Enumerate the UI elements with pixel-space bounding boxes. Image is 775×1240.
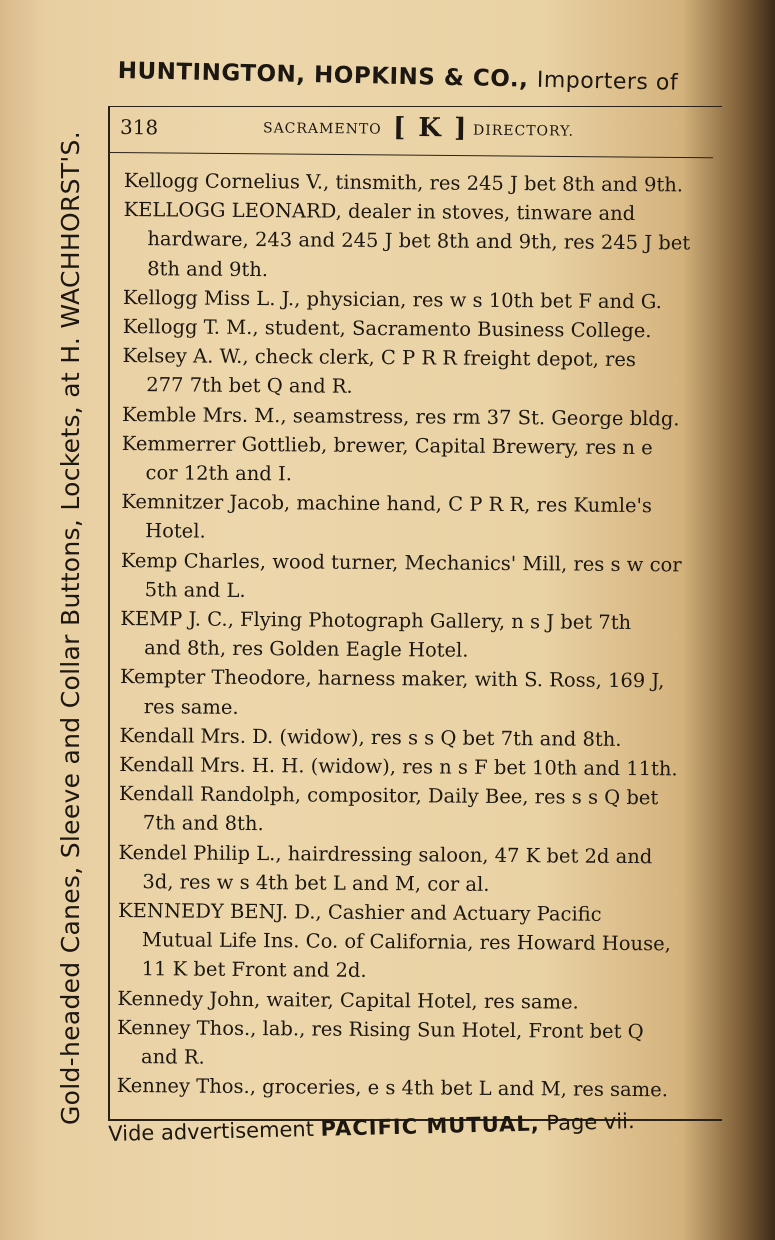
header-title: HUNTINGTON, HOPKINS & CO., bbox=[117, 58, 529, 93]
entry-continuation-line: Hotel. bbox=[145, 519, 206, 544]
header-title-suffix: Importers of bbox=[536, 67, 679, 96]
footer-prefix: Vide advertisement bbox=[108, 1116, 315, 1146]
directory-entry bbox=[124, 166, 712, 200]
directory-entry bbox=[123, 195, 712, 287]
directory-entry bbox=[118, 838, 706, 901]
entry-continuation-line: 8th and 9th. bbox=[147, 256, 269, 281]
entry-line: KENNEDY BENJ. D., Cashier and Actuary Pacific bbox=[118, 899, 602, 926]
directory-entries bbox=[117, 166, 712, 1121]
directory-entry bbox=[120, 604, 708, 667]
entry-line: Kendall Randolph, compositor, Daily Bee, res s s Q bet bbox=[118, 782, 659, 810]
directory-entry bbox=[123, 283, 711, 317]
directory-entry bbox=[119, 750, 707, 784]
entry-continuation-line: and R. bbox=[140, 1045, 205, 1069]
page-number: 318 bbox=[119, 114, 159, 140]
directory-entry bbox=[122, 341, 710, 404]
entry-line: Kellogg T. M., student, Sacramento Business College. bbox=[122, 315, 652, 343]
directory-entry bbox=[117, 1013, 705, 1076]
directory-entry bbox=[123, 312, 711, 346]
directory-entry bbox=[121, 546, 709, 609]
side-advertisement: Gold-headed Canes, Sleeve and Collar Buttons, Lockets, at H. WACHHORST'S. bbox=[56, 131, 85, 1125]
entry-line: Kemnitzer Jacob, machine hand, C P R R, res Kumle's bbox=[121, 490, 653, 518]
entry-line: Kendel Philip L., hairdressing saloon, 47 K bet 2d and bbox=[118, 840, 653, 868]
entry-continuation-line: hardware, 243 and 245 J bet 8th and 9th, res 245 J bet bbox=[147, 227, 691, 255]
entry-line: Kendall Mrs. D. (widow), res s s Q bet 7th and 8th. bbox=[119, 723, 622, 751]
directory-entry bbox=[121, 487, 709, 550]
entry-line: Kemble Mrs. M., seamstress, res rm 37 St. George bldg. bbox=[121, 402, 680, 430]
directory-entry bbox=[117, 984, 705, 1018]
running-head-directory: DIRECTORY. bbox=[472, 122, 575, 140]
entry-line: Kellogg Cornelius V., tinsmith, res 245 J bet 8th and 9th. bbox=[123, 168, 684, 197]
entry-continuation-line: 5th and L. bbox=[144, 578, 246, 602]
running-head bbox=[118, 109, 708, 153]
entry-line: Kelsey A. W., check clerk, C P R R freight depot, res bbox=[122, 344, 637, 372]
entry-line: KELLOGG LEONARD, dealer in stoves, tinware and bbox=[123, 198, 636, 226]
entry-continuation-line: 7th and 8th. bbox=[142, 811, 264, 836]
entry-continuation-line: 3d, res w s 4th bet L and M, cor al. bbox=[142, 870, 490, 896]
entry-line: Kendall Mrs. H. H. (widow), res n s F bet 10th and 11th. bbox=[119, 753, 678, 781]
entry-line: Kenney Thos., lab., res Rising Sun Hotel, Front bet Q bbox=[117, 1015, 644, 1043]
running-head-letter: [ K ] bbox=[392, 112, 469, 144]
directory-entry bbox=[121, 429, 709, 492]
entry-continuation-line: 11 K bet Front and 2d. bbox=[141, 957, 367, 983]
running-head-city: SACRAMENTO bbox=[262, 120, 382, 138]
entry-line: Kenney Thos., groceries, e s 4th bet L and M, res same. bbox=[116, 1074, 669, 1102]
directory-entry bbox=[119, 721, 707, 755]
directory-entry bbox=[122, 400, 710, 434]
entry-line: Kempter Theodore, harness maker, with S. Ross, 169 J, bbox=[119, 665, 665, 693]
directory-entry bbox=[120, 662, 708, 725]
entry-continuation-line: res same. bbox=[143, 694, 239, 719]
entry-line: Kennedy John, waiter, Capital Hotel, res same. bbox=[117, 986, 579, 1014]
footer-company: PACIFIC MUTUAL, bbox=[320, 1111, 540, 1141]
entry-line: Kemp Charles, wood turner, Mechanics' Mill, res s w cor bbox=[120, 548, 682, 577]
directory-entry bbox=[118, 896, 707, 988]
entry-line: Kellogg Miss L. J., physician, res w s 10th bet F and G. bbox=[122, 285, 663, 314]
footer-page-ref: Page vii. bbox=[546, 1109, 635, 1136]
entry-continuation-line: 277 7th bet Q and R. bbox=[146, 373, 353, 399]
entry-continuation-line: Mutual Life Ins. Co. of California, res Howard House, bbox=[141, 928, 671, 956]
directory-entry bbox=[117, 1071, 705, 1105]
entry-continuation-line: cor 12th and I. bbox=[145, 461, 293, 486]
directory-entry bbox=[119, 779, 707, 842]
entry-line: Kemmerrer Gottlieb, brewer, Capital Brewery, res n e bbox=[121, 431, 653, 459]
entry-continuation-line: and 8th, res Golden Eagle Hotel. bbox=[144, 636, 469, 662]
entry-line: KEMP J. C., Flying Photograph Gallery, n s J bet 7th bbox=[120, 607, 632, 635]
